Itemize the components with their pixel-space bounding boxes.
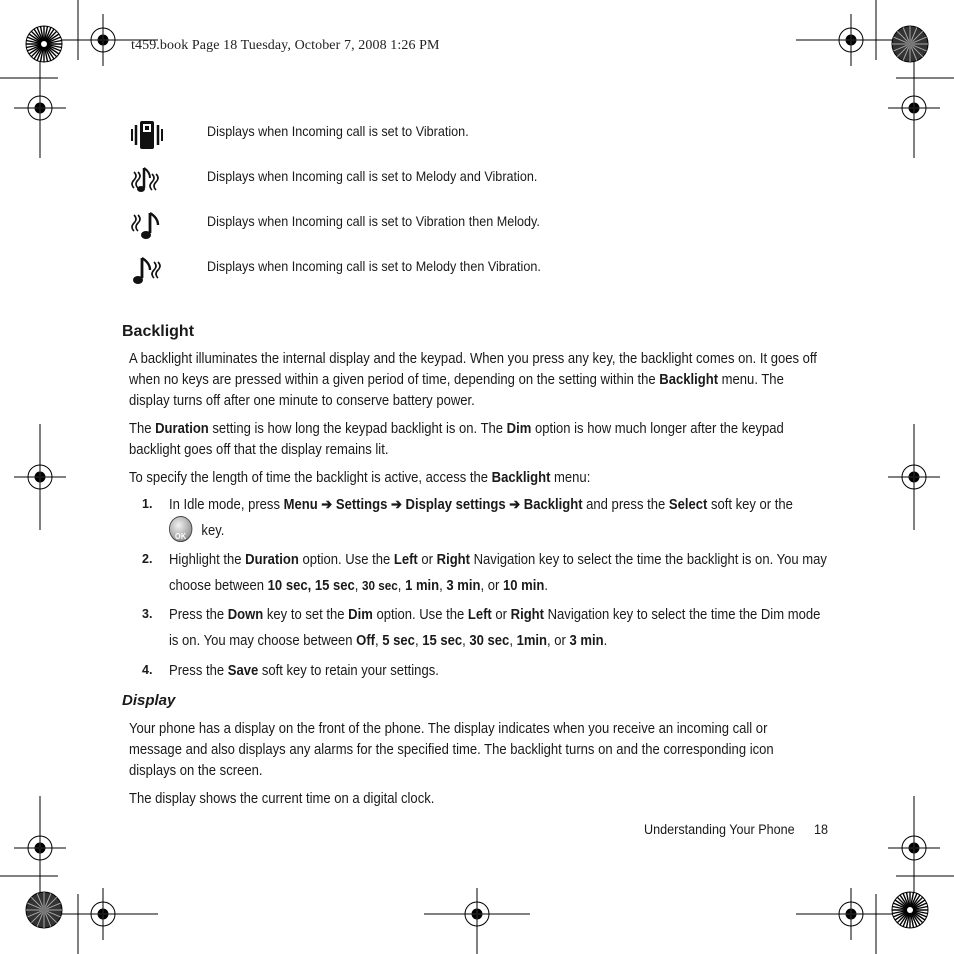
icon-description: Displays when Incoming call is set to Melody and Vibration. [207, 168, 538, 184]
step-text-part: Press the [169, 663, 228, 679]
step-text-part: Press the [169, 607, 228, 623]
step-text-part: or [491, 607, 511, 623]
step-bold-term: 15 sec [422, 633, 463, 649]
paragraph-text: setting is how long the keypad backlight is on. The [208, 421, 507, 437]
paragraph-text: menu. The display turns off after one minute to conserve battery power. [129, 372, 784, 409]
step-number: 4. [142, 663, 153, 677]
step-text [169, 547, 831, 599]
step-bold-term: Left [393, 552, 418, 568]
step-text-part: soft key or the [707, 497, 793, 513]
step-text-part: Navigation key to select the time the backlight is on. You may choose between [169, 552, 827, 594]
step-bold-term: Left [467, 607, 492, 623]
step-text [169, 658, 831, 684]
step-text-part: , [439, 578, 447, 594]
step-text-part: . [544, 578, 548, 594]
icon-description: Displays when Incoming call is set to Melody then Vibration. [207, 258, 541, 274]
step-text [169, 602, 831, 654]
step-number: 1. [142, 497, 153, 511]
step-text-part: option. Use the [372, 607, 468, 623]
step-bold-term: 3 min [569, 633, 604, 649]
bold-term: Duration [155, 421, 209, 437]
step-text-part: , [397, 578, 406, 594]
step-text-part: , [375, 633, 383, 649]
step-text-part: key. [197, 523, 225, 539]
step-text-part: and press the [582, 497, 669, 513]
step-text [169, 492, 831, 544]
bold-term: Backlight [659, 372, 719, 388]
step-text-part: , [509, 633, 517, 649]
step-text-part: or [417, 552, 437, 568]
icon-description: Displays when Incoming call is set to Vibration. [207, 123, 469, 139]
melody-and-vibration-icon [128, 164, 166, 198]
bold-term: Backlight [491, 470, 551, 486]
step-bold-term: 10 sec, 15 sec [267, 578, 355, 594]
backlight-heading: Backlight [122, 323, 195, 340]
step-bold-term: Save [227, 663, 259, 679]
icon-description: Displays when Incoming call is set to Vibration then Melody. [207, 213, 540, 229]
step-bold-term: 30 sec [362, 578, 398, 593]
step-text-part: Navigation key to select the time the Dim mode is on. You may choose between [169, 607, 821, 649]
step-menu-path: Menu ➔ Settings ➔ Display settings ➔ Backlight [283, 497, 583, 513]
paragraph-text: To specify the length of time the backlight is active, access the [129, 470, 492, 486]
step-bold-term: Off [356, 633, 376, 649]
step-text-part: , [462, 633, 470, 649]
step-bold-term: Dim [348, 607, 373, 623]
ok-key-label: OK [175, 532, 187, 542]
step-bold-term: Duration [245, 552, 299, 568]
step-text-part: option. Use the [298, 552, 394, 568]
step-bold-term: 5 sec [382, 633, 415, 649]
step-text-part: . [603, 633, 608, 649]
step-text-part: key to set the [263, 607, 349, 623]
vibration-icon [128, 119, 166, 153]
step-bold-term: 3 min [446, 578, 481, 594]
paragraph-text: A backlight illuminates the internal display and the keypad. When you press any key, the backlight comes on. It goes off when no keys are pressed within a given period of time, depending on the setting within the [129, 351, 817, 388]
step-bold-term: Right [510, 607, 544, 623]
step-text-part: Highlight the [169, 552, 246, 568]
display-heading: Display [122, 692, 176, 709]
step-text-part: , or [547, 633, 570, 649]
paragraph-text: option is how much longer after the keypad backlight goes off that the display remains lit. [129, 421, 784, 458]
step-text-part: , [414, 633, 423, 649]
footer-section-title: Understanding Your Phone [644, 821, 795, 837]
book-header: t459.book Page 18 Tuesday, October 7, 2008 1:26 PM [131, 38, 440, 53]
melody-then-vibration-icon [128, 254, 166, 288]
step-bold-term: 1min [516, 633, 548, 649]
step-number: 2. [142, 552, 153, 566]
footer-page-number: 18 [814, 821, 829, 837]
backlight-paragraph-2 [129, 419, 822, 461]
paragraph-text: The [129, 421, 156, 437]
step-bold-term: 1 min [405, 578, 440, 594]
step-bold-term: 30 sec [469, 633, 510, 649]
step-text-part: , [354, 578, 363, 594]
ok-key-icon [169, 516, 192, 542]
step-text-part: In Idle mode, press [169, 497, 284, 513]
step-bold-term: 10 min [502, 578, 545, 594]
vibration-then-melody-icon [128, 209, 166, 243]
step-text-part: , or [480, 578, 503, 594]
backlight-paragraph-3 [129, 468, 822, 489]
step-bold-term: Select [668, 497, 708, 513]
backlight-paragraph-1 [129, 349, 822, 412]
step-number: 3. [142, 607, 153, 621]
display-paragraph-2: The display shows the current time on a digital clock. [129, 791, 435, 807]
step-bold-term: Right [436, 552, 470, 568]
step-text-part: soft key to retain your settings. [258, 663, 439, 679]
paragraph-text: menu: [550, 470, 591, 486]
bold-term: Dim [506, 421, 532, 437]
step-bold-term: Down [227, 607, 264, 623]
display-paragraph-1: Your phone has a display on the front of the phone. The display indicates when you receive an incoming call or message and also displays any alarms for the specified time. The backlight turns on and the corresponding icon displays on the screen. [129, 721, 774, 779]
